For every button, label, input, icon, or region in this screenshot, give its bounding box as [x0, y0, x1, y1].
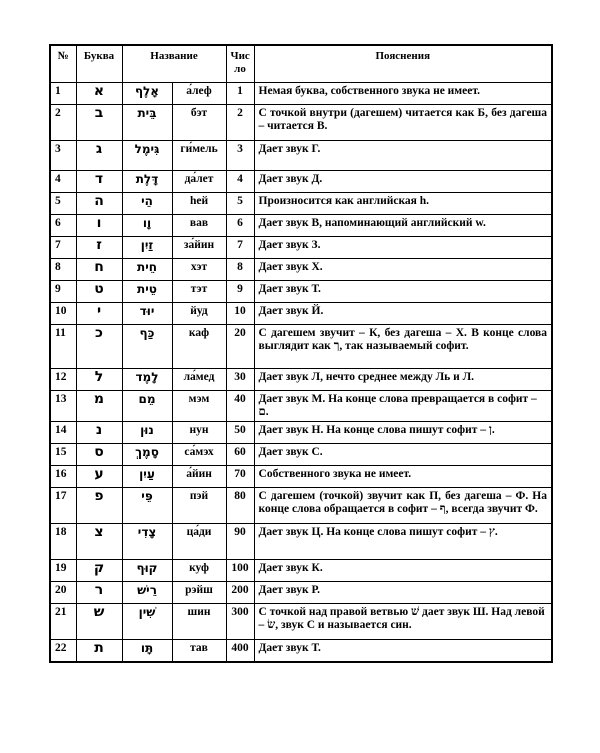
row-numeric-value: 70 [226, 466, 254, 488]
table-row [50, 466, 552, 488]
row-explanation: Дает звук Х. [254, 259, 552, 281]
table-row [50, 444, 552, 466]
row-hebrew-name: שִׁין [122, 604, 172, 640]
header-letter: Буква [76, 45, 122, 83]
row-letter: נ [76, 422, 122, 444]
row-numeric-value: 1 [226, 83, 254, 105]
row-explanation: С дагешем (точкой) звучит как П, без дагеша – Ф. На конце слова обращается в софит – ף, всегда звучит Ф. [254, 488, 552, 524]
row-numeric-value: 2 [226, 105, 254, 141]
row-explanation: Дает звук Д. [254, 171, 552, 193]
row-explanation: Произносится как английская h. [254, 193, 552, 215]
row-number: 3 [50, 141, 76, 171]
row-explanation: Дает звук Т. [254, 640, 552, 662]
row-hebrew-name: רֵישׁ [122, 582, 172, 604]
row-number: 18 [50, 524, 76, 560]
table-row [50, 582, 552, 604]
row-explanation: Дает звук Й. [254, 303, 552, 325]
row-russian-name: за́йин [172, 237, 226, 259]
row-numeric-value: 9 [226, 281, 254, 303]
row-hebrew-name: חֵית [122, 259, 172, 281]
table-row [50, 391, 552, 422]
row-russian-name: са́мэх [172, 444, 226, 466]
row-russian-name: ги́мель [172, 141, 226, 171]
row-hebrew-name: בֵּית [122, 105, 172, 141]
row-russian-name: рэйш [172, 582, 226, 604]
row-number: 14 [50, 422, 76, 444]
row-explanation: С точкой внутри (дагешем) читается как Б, без дагеша – читается В. [254, 105, 552, 141]
row-numeric-value: 5 [226, 193, 254, 215]
table-row [50, 193, 552, 215]
row-number: 15 [50, 444, 76, 466]
row-hebrew-name: עַיִן [122, 466, 172, 488]
row-explanation: Дает звук Л, нечто среднее между Ль и Л. [254, 369, 552, 391]
row-letter: ז [76, 237, 122, 259]
table-row [50, 369, 552, 391]
table-row [50, 281, 552, 303]
row-numeric-value: 100 [226, 560, 254, 582]
row-numeric-value: 6 [226, 215, 254, 237]
row-numeric-value: 50 [226, 422, 254, 444]
row-explanation: Дает звук Т. [254, 281, 552, 303]
row-russian-name: куф [172, 560, 226, 582]
row-explanation: Дает звук В, напоминающий английский w. [254, 215, 552, 237]
row-russian-name: йуд [172, 303, 226, 325]
row-number: 22 [50, 640, 76, 662]
table-row [50, 105, 552, 141]
row-hebrew-name: קוּף [122, 560, 172, 582]
row-number: 2 [50, 105, 76, 141]
row-hebrew-name: יוּד [122, 303, 172, 325]
row-russian-name: а́йин [172, 466, 226, 488]
row-letter: ס [76, 444, 122, 466]
row-hebrew-name: זַיִן [122, 237, 172, 259]
row-letter: ר [76, 582, 122, 604]
row-numeric-value: 90 [226, 524, 254, 560]
row-numeric-value: 7 [226, 237, 254, 259]
table-row [50, 171, 552, 193]
row-hebrew-name: טֵית [122, 281, 172, 303]
table-row [50, 422, 552, 444]
header-value-line1: Чис [230, 50, 250, 62]
row-hebrew-name: תָּו [122, 640, 172, 662]
row-numeric-value: 30 [226, 369, 254, 391]
row-explanation: Дает звук С. [254, 444, 552, 466]
row-explanation: Дает звук Н. На конце слова пишут софит – ן. [254, 422, 552, 444]
row-russian-name: тав [172, 640, 226, 662]
row-letter: כ [76, 325, 122, 369]
row-explanation: Дает звук Р. [254, 582, 552, 604]
table-row [50, 237, 552, 259]
header-value [226, 45, 254, 83]
row-russian-name: пэй [172, 488, 226, 524]
row-numeric-value: 200 [226, 582, 254, 604]
row-letter: ש [76, 604, 122, 640]
row-explanation: Дает звук К. [254, 560, 552, 582]
row-number: 7 [50, 237, 76, 259]
row-hebrew-name: סָמֶךְ [122, 444, 172, 466]
row-explanation: Собственного звука не имеет. [254, 466, 552, 488]
row-letter: י [76, 303, 122, 325]
row-hebrew-name: לָמֶד [122, 369, 172, 391]
row-number: 5 [50, 193, 76, 215]
row-number: 10 [50, 303, 76, 325]
row-letter: מ [76, 391, 122, 422]
table-row [50, 215, 552, 237]
table-row [50, 259, 552, 281]
row-russian-name: каф [172, 325, 226, 369]
row-hebrew-name: פֵּי [122, 488, 172, 524]
table-row [50, 83, 552, 105]
row-explanation: С дагешем звучит – К, без дагеша – Х. В конце слова выглядит как ך, так называемый софит. [254, 325, 552, 369]
row-russian-name: а́леф [172, 83, 226, 105]
row-russian-name: ца́ди [172, 524, 226, 560]
row-russian-name: нун [172, 422, 226, 444]
row-numeric-value: 300 [226, 604, 254, 640]
row-numeric-value: 8 [226, 259, 254, 281]
table-row [50, 524, 552, 560]
row-hebrew-name: כַּף [122, 325, 172, 369]
row-numeric-value: 400 [226, 640, 254, 662]
row-number: 4 [50, 171, 76, 193]
row-letter: פ [76, 488, 122, 524]
row-explanation: Немая буква, собственного звука не имеет. [254, 83, 552, 105]
row-number: 17 [50, 488, 76, 524]
row-number: 9 [50, 281, 76, 303]
table-row [50, 604, 552, 640]
row-number: 16 [50, 466, 76, 488]
row-letter: ג [76, 141, 122, 171]
row-russian-name: да́лет [172, 171, 226, 193]
row-letter: א [76, 83, 122, 105]
table-row [50, 141, 552, 171]
row-number: 1 [50, 83, 76, 105]
row-hebrew-name: נוּן [122, 422, 172, 444]
row-explanation: Дает звук З. [254, 237, 552, 259]
row-russian-name: ла́мед [172, 369, 226, 391]
row-russian-name: hей [172, 193, 226, 215]
row-hebrew-name: צָדִי [122, 524, 172, 560]
row-russian-name: шин [172, 604, 226, 640]
row-number: 8 [50, 259, 76, 281]
row-hebrew-name: וָו [122, 215, 172, 237]
row-letter: צ [76, 524, 122, 560]
row-letter: ה [76, 193, 122, 215]
table-row [50, 303, 552, 325]
row-letter: ת [76, 640, 122, 662]
header-num: № [50, 45, 76, 83]
row-russian-name: вав [172, 215, 226, 237]
row-letter: ל [76, 369, 122, 391]
row-numeric-value: 10 [226, 303, 254, 325]
row-hebrew-name: גִּימֶל [122, 141, 172, 171]
row-letter: ח [76, 259, 122, 281]
header-row [50, 45, 552, 83]
table-row [50, 325, 552, 369]
row-explanation: Дает звук М. На конце слова превращается в софит – ם. [254, 391, 552, 422]
row-hebrew-name: אָלֶף [122, 83, 172, 105]
row-explanation: Дает звук Ц. На конце слова пишут софит – ץ. [254, 524, 552, 560]
table-row [50, 640, 552, 662]
row-russian-name: бэт [172, 105, 226, 141]
row-number: 11 [50, 325, 76, 369]
row-numeric-value: 40 [226, 391, 254, 422]
header-explanation: Пояснения [254, 45, 552, 83]
hebrew-alphabet-table [49, 44, 553, 663]
row-number: 6 [50, 215, 76, 237]
row-number: 21 [50, 604, 76, 640]
row-letter: ד [76, 171, 122, 193]
row-hebrew-name: מֵם [122, 391, 172, 422]
row-russian-name: мэм [172, 391, 226, 422]
row-letter: ק [76, 560, 122, 582]
row-numeric-value: 4 [226, 171, 254, 193]
row-number: 13 [50, 391, 76, 422]
row-russian-name: тэт [172, 281, 226, 303]
table-row [50, 560, 552, 582]
row-number: 20 [50, 582, 76, 604]
row-hebrew-name: הֵי [122, 193, 172, 215]
row-numeric-value: 20 [226, 325, 254, 369]
row-letter: ט [76, 281, 122, 303]
row-explanation: С точкой над правой ветвью שׁ дает звук Ш. Над левой – שׂ, звук С и называется син. [254, 604, 552, 640]
header-value-line2: ло [234, 63, 246, 75]
row-russian-name: хэт [172, 259, 226, 281]
row-numeric-value: 80 [226, 488, 254, 524]
row-letter: ב [76, 105, 122, 141]
row-number: 19 [50, 560, 76, 582]
table-row [50, 488, 552, 524]
row-numeric-value: 60 [226, 444, 254, 466]
row-letter: ו [76, 215, 122, 237]
row-letter: ע [76, 466, 122, 488]
row-number: 12 [50, 369, 76, 391]
row-numeric-value: 3 [226, 141, 254, 171]
row-explanation: Дает звук Г. [254, 141, 552, 171]
header-name: Название [122, 45, 226, 83]
row-hebrew-name: דָּלֶת [122, 171, 172, 193]
